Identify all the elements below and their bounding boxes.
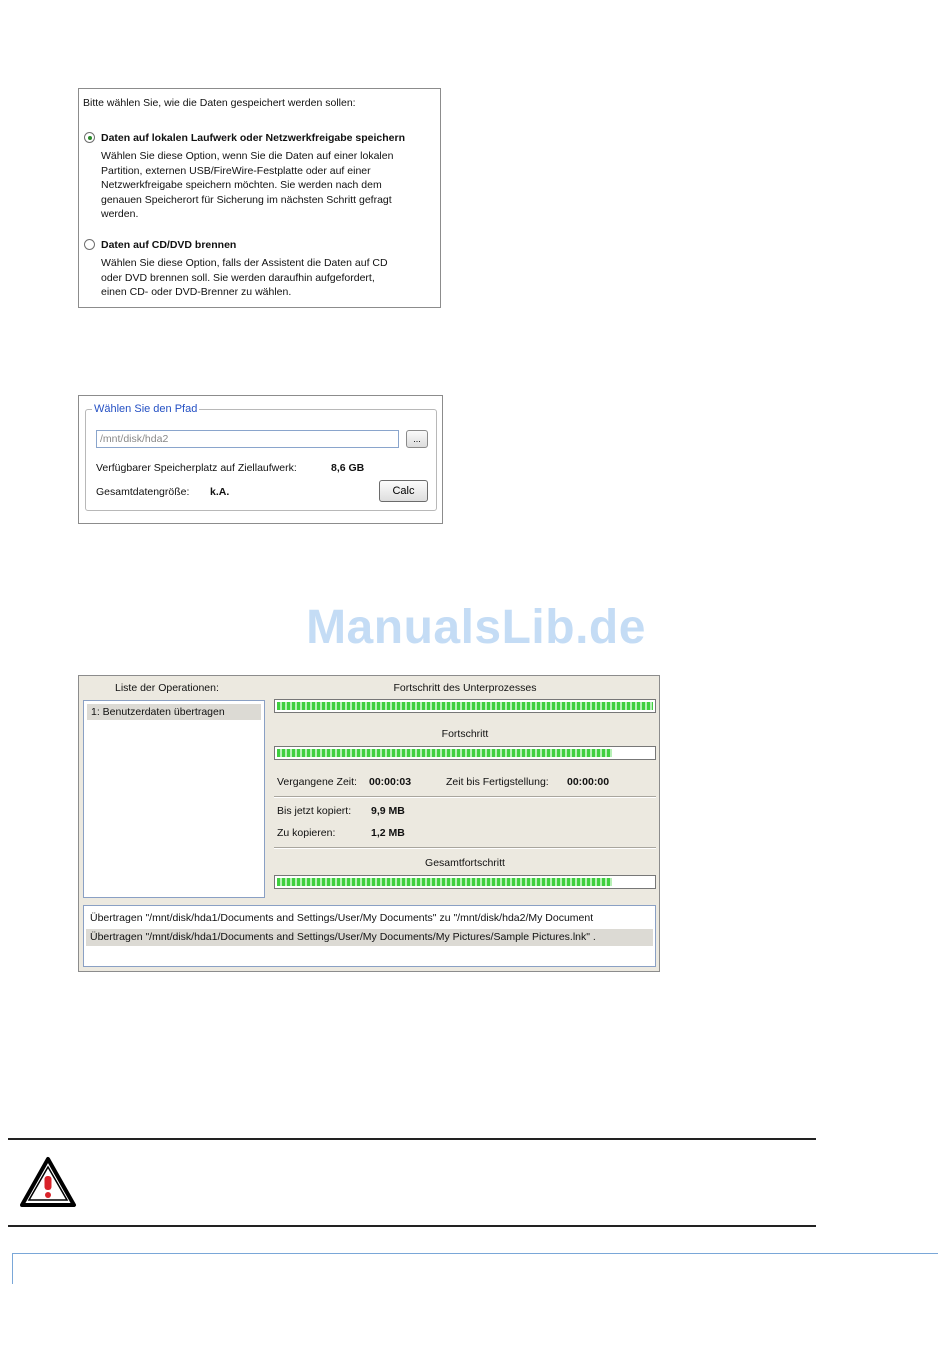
cd-dvd-radio[interactable]	[84, 239, 95, 250]
local-drive-option-title[interactable]: Daten auf lokalen Laufwerk oder Netzwerkfreigabe speichern	[101, 132, 406, 144]
progress-panel	[78, 675, 660, 972]
cd-dvd-option-title[interactable]: Daten auf CD/DVD brennen	[101, 239, 237, 251]
copied-value: 9,9 MB	[371, 805, 405, 817]
browse-button[interactable]: ...	[406, 430, 428, 448]
footer-rule-tick	[12, 1253, 13, 1284]
total-progress-title: Gesamtfortschritt	[425, 857, 505, 869]
desc-line: Netzwerkfreigabe speichern möchten. Sie werden nach dem	[101, 179, 382, 192]
total-progress-bar	[274, 875, 656, 889]
subprocess-progress-title: Fortschritt des Unterprozesses	[393, 682, 537, 694]
desc-line: Wählen Sie diese Option, wenn Sie die Daten auf einer lokalen	[101, 150, 394, 162]
to-copy-value: 1,2 MB	[371, 827, 405, 839]
operations-list[interactable]	[83, 700, 265, 898]
path-panel	[78, 395, 443, 524]
watermark: ManualsLib.de	[306, 601, 646, 654]
local-drive-radio[interactable]	[84, 132, 95, 143]
remaining-time-label: Zeit bis Fertigstellung:	[446, 776, 549, 788]
log-line-selected[interactable]: Übertragen "/mnt/disk/hda1/Documents and Settings/User/My Documents/My Pictures/Sample Pictures.lnk" .	[86, 929, 653, 946]
subprocess-progress-fill	[277, 702, 653, 710]
cd-dvd-option-desc	[101, 256, 436, 300]
free-space-value: 8,6 GB	[331, 462, 365, 474]
notice-top-rule	[8, 1138, 816, 1140]
copied-label: Bis jetzt kopiert:	[277, 805, 352, 817]
divider	[274, 796, 656, 798]
log-line[interactable]: Übertragen "/mnt/disk/hda1/Documents and Settings/User/My Documents" zu "/mnt/disk/hda2/My Document	[90, 912, 594, 924]
progress-fill	[277, 749, 612, 757]
save-option-intro: Bitte wählen Sie, wie die Daten gespeichert werden sollen:	[83, 97, 356, 109]
desc-line: werden.	[101, 208, 139, 221]
desc-line: genauen Speicherort für Sicherung im nächsten Schritt gefragt	[101, 193, 392, 206]
progress-bar	[274, 746, 656, 760]
divider	[274, 847, 656, 849]
elapsed-time-label: Vergangene Zeit:	[277, 776, 357, 788]
total-size-value: k.A.	[210, 486, 230, 498]
subprocess-progress-bar	[274, 699, 656, 713]
elapsed-time-value: 00:00:03	[369, 776, 412, 788]
warning-triangle-icon	[19, 1156, 77, 1208]
remaining-time-value: 00:00:00	[567, 776, 610, 788]
free-space-label: Verfügbarer Speicherplatz auf Ziellaufwerk:	[96, 462, 297, 474]
path-input[interactable]	[96, 430, 399, 448]
desc-line: Wählen Sie diese Option, falls der Assistent die Daten auf CD	[101, 257, 388, 269]
calc-button[interactable]: Calc	[379, 480, 428, 502]
desc-line: oder DVD brennen soll. Sie werden daraufhin aufgefordert,	[101, 271, 375, 284]
desc-line: Partition, externen USB/FireWire-Festplatte oder auf einer	[101, 164, 371, 177]
footer-rule	[12, 1253, 938, 1254]
log-list[interactable]	[83, 905, 656, 967]
total-size-label: Gesamtdatengröße:	[96, 486, 190, 498]
local-drive-option-desc	[101, 149, 436, 222]
save-option-panel	[78, 88, 441, 308]
progress-title: Fortschritt	[441, 728, 489, 740]
path-group-legend: Wählen Sie den Pfad	[94, 403, 198, 415]
notice-bottom-rule	[8, 1225, 816, 1227]
to-copy-label: Zu kopieren:	[277, 827, 336, 839]
total-progress-fill	[277, 878, 612, 886]
desc-line: einen CD- oder DVD-Brenner zu wählen.	[101, 286, 292, 299]
operation-item[interactable]: 1: Benutzerdaten übertragen	[87, 704, 261, 720]
operations-list-label: Liste der Operationen:	[115, 682, 219, 694]
